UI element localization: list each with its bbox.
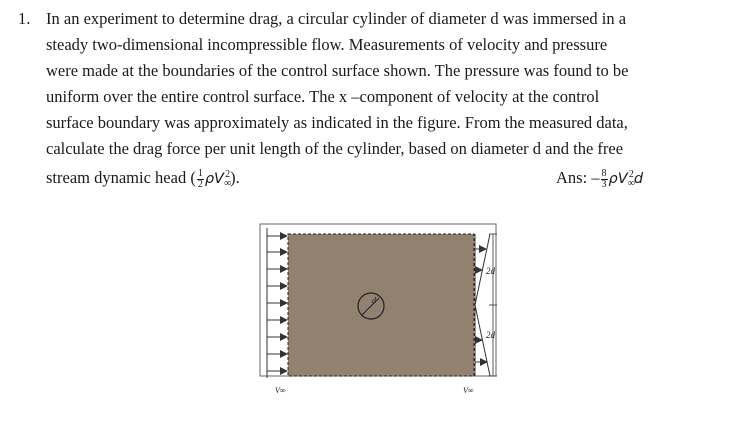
problem-line-3: were made at the boundaries of the control surface shown. The pressure was found to be (46, 61, 629, 80)
infinity-subscript: ∞ (223, 178, 232, 189)
problem-line-1: In an experiment to determine drag, a circular cylinder of diameter d was immersed in a (46, 9, 627, 28)
rho-v-term: ρV (204, 171, 224, 187)
answer-diameter: d (633, 171, 644, 187)
answer-numerator: 8 (601, 167, 607, 179)
cylinder (358, 293, 384, 319)
bottom-dimension-label: 2d (486, 330, 495, 340)
control-volume-figure (258, 222, 508, 402)
half-denominator: 2 (197, 178, 203, 190)
problem-line-2: steady two-dimensional incompressible flow. Measurements of velocity and pressure (46, 35, 608, 54)
answer-infinity-subscript: ∞ (627, 178, 635, 189)
problem-number: 1. (18, 9, 31, 28)
problem-line-7 (46, 162, 736, 197)
outlet-velocity-label: V∞ (463, 386, 474, 395)
answer-denominator: 3 (601, 178, 607, 190)
answer (556, 162, 643, 197)
answer-label: Ans: (556, 168, 588, 187)
squared-superscript: 2 (225, 169, 231, 180)
top-dimension-label: 2d (486, 266, 495, 276)
figure-canvas (258, 222, 508, 402)
answer-sign: – (591, 168, 600, 187)
problem-line-6: calculate the drag force per unit length of the cylinder, based on diameter d and the free (46, 139, 624, 158)
answer-squared-superscript: 2 (628, 169, 634, 180)
problem-text (46, 6, 736, 197)
dynamic-head-close: ). (230, 168, 240, 187)
cylinder-label: d (372, 296, 376, 305)
problem-line-4: uniform over the entire control surface. The x –component of velocity at the control (46, 87, 600, 106)
dynamic-head-text: stream dynamic head ( (46, 168, 196, 187)
answer-fraction (601, 169, 608, 190)
half-fraction (197, 169, 204, 190)
problem-line-5: surface boundary was approximately as indicated in the figure. From the measured data, (46, 113, 628, 132)
inlet-velocity-label: V∞ (275, 386, 286, 395)
half-numerator: 1 (197, 167, 203, 179)
answer-rho-v: ρV (608, 171, 628, 187)
